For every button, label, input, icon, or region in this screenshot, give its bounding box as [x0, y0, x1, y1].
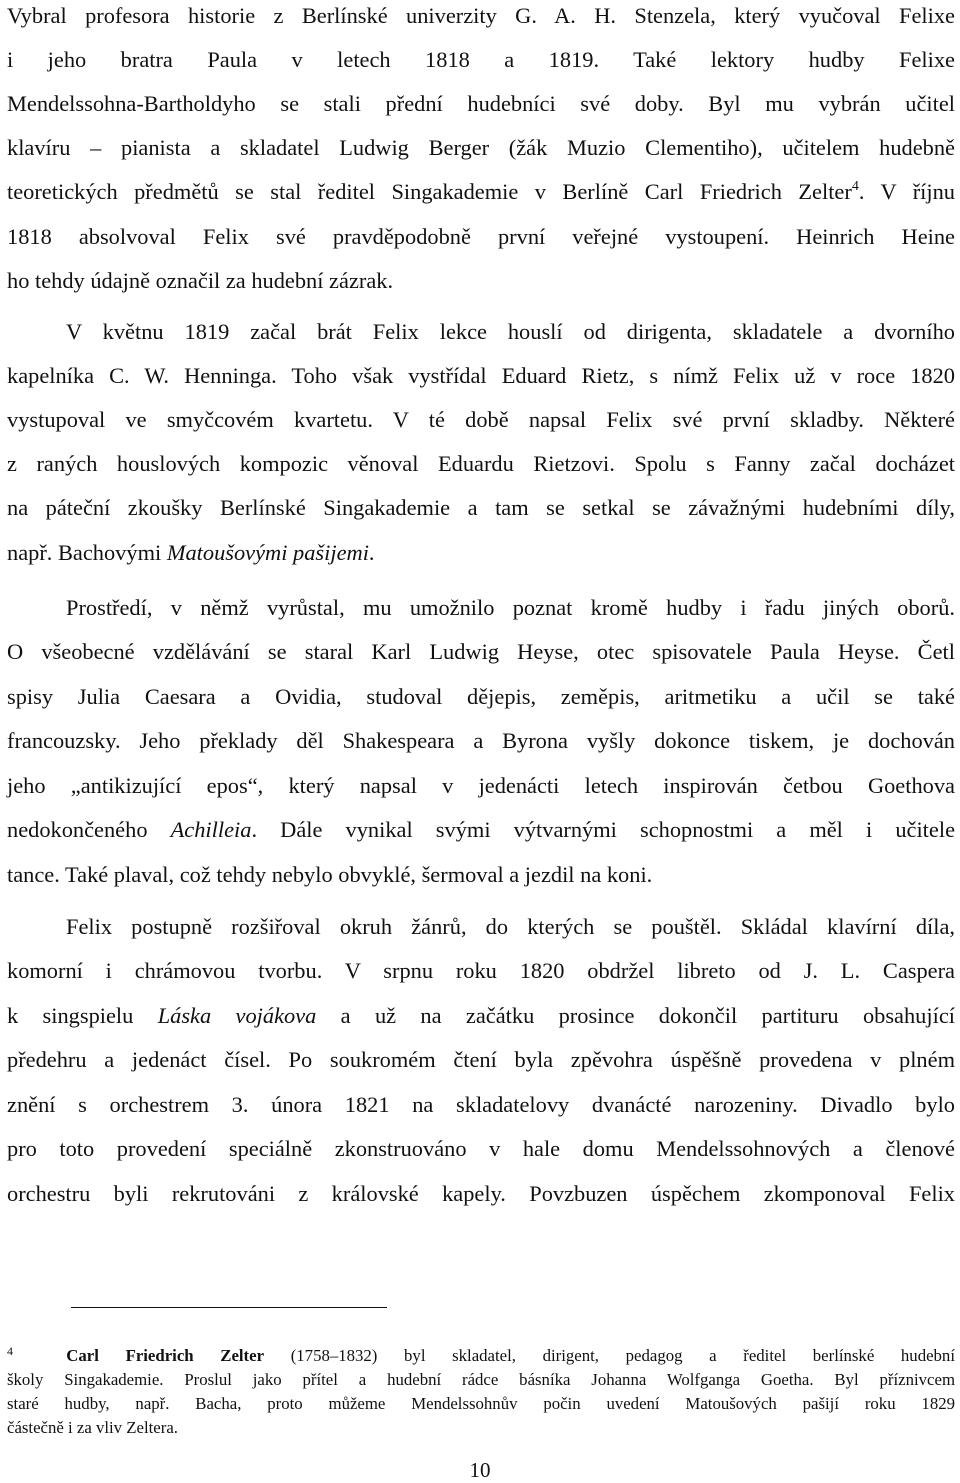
body-line	[7, 1000, 955, 1032]
page-number: 10	[469, 1458, 491, 1482]
text-run: . V říjnu	[858, 179, 955, 204]
body-line: francouzsky. Jeho překlady děl Shakespeara a Byrona vyšly dokonce tiskem, je dochován	[7, 728, 955, 753]
body-line: Prostředí, v němž vyrůstal, mu umožnilo poznat kromě hudby i řadu jiných oborů.	[66, 595, 955, 620]
body-line: O všeobecné vzdělávání se staral Karl Ludwig Heyse, otec spisovatele Paula Heyse. Četl	[7, 639, 955, 664]
body-line: komorní i chrámovou tvorbu. V srpnu roku 1820 obdržel libreto od J. L. Caspera	[7, 958, 955, 983]
footnote-line: staré hudby, např. Bacha, proto můžeme Mendelssohnův počin uvedení Matoušových pašijí roku 1829	[7, 1394, 955, 1413]
body-line: jeho „antikizující epos“, který napsal v jedenácti letech inspirován četbou Goethova	[7, 773, 955, 798]
italic-title: Achilleia	[170, 817, 252, 842]
body-line	[7, 537, 955, 569]
italic-title: Matoušovými pašijemi	[166, 540, 369, 565]
body-line: tance. Také plaval, což tehdy nebylo obvyklé, šermoval a jezdil na koni.	[7, 862, 653, 887]
body-line: vystupoval ve smyčcovém kvartetu. V té době napsal Felix své první skladby. Některé	[7, 407, 955, 432]
footnote-separator	[71, 1307, 387, 1308]
body-line: z raných houslových kompozic věnoval Eduardu Rietzovi. Spolu s Fanny začal docházet	[7, 451, 955, 476]
italic-title: Láska vojákova	[157, 1003, 317, 1028]
footnote-reference: 4	[851, 179, 859, 194]
text-run: nedokončeného	[7, 817, 171, 842]
body-line: předehru a jedenáct čísel. Po soukromém čtení byla zpěvohra úspěšně provedena v plném	[7, 1047, 955, 1072]
body-line: kapelníka C. W. Henninga. Toho však vystřídal Eduard Rietz, s nímž Felix už v roce 1820	[7, 363, 955, 388]
body-line: znění s orchestrem 3. února 1821 na skladatelovy dvanácté narozeniny. Divadlo bylo	[7, 1092, 955, 1117]
body-line: spisy Julia Caesara a Ovidia, studoval dějepis, zeměpis, aritmetiku a učil se také	[7, 684, 955, 709]
body-line: pro toto provedení speciálně zkonstruováno v hale domu Mendelssohnových a členové	[7, 1136, 955, 1161]
body-line: Felix postupně rozšiřoval okruh žánrů, do kterých se pouštěl. Skládal klavírní díla,	[66, 914, 955, 939]
text-run: např. Bachovými	[7, 540, 167, 565]
text-run: k singspielu	[7, 1003, 158, 1028]
text-run: .	[368, 540, 375, 565]
text-run: . Dále vynikal svými výtvarnými schopnostmi a měl i učitele	[251, 817, 956, 842]
body-line: Vybral profesora historie z Berlínské univerzity G. A. H. Stenzela, který vyučoval Felixe	[7, 3, 955, 28]
footnote-line	[7, 1344, 955, 1368]
footnote-marker: 4	[7, 1344, 13, 1358]
body-line: orchestru byli rekrutováni z královské kapely. Povzbuzen úspěchem zkomponoval Felix	[7, 1181, 955, 1206]
footnote-line: částečně i za vliv Zeltera.	[7, 1418, 178, 1437]
body-line: na páteční zkoušky Berlínské Singakademie a tam se setkal se závažnými hudebními díly,	[7, 495, 955, 520]
body-line: V květnu 1819 začal brát Felix lekce houslí od dirigenta, skladatele a dvorního	[66, 319, 955, 344]
body-line: klavíru – pianista a skladatel Ludwig Berger (žák Muzio Clementiho), učitelem hudebně	[7, 135, 955, 160]
footnote-name: Carl Friedrich Zelter	[66, 1346, 265, 1365]
footnote-line: školy Singakademie. Proslul jako přítel a hudební rádce básníka Johanna Wolfganga Goetha. Byl příznivcem	[7, 1370, 955, 1389]
body-line	[7, 814, 955, 846]
body-line: i jeho bratra Paula v letech 1818 a 1819. Také lektory hudby Felixe	[7, 47, 955, 72]
text-run: (1758–1832) byl skladatel, dirigent, pedagog a ředitel berlínské hudební	[264, 1346, 955, 1365]
body-line: ho tehdy údajně označil za hudební zázrak.	[7, 268, 394, 293]
body-line: Mendelssohna-Bartholdyho se stali přední hudebníci své doby. Byl mu vybrán učitel	[7, 91, 955, 116]
body-line: 1818 absolvoval Felix své pravděpodobně první veřejné vystoupení. Heinrich Heine	[7, 224, 955, 249]
text-run: a už na začátku prosince dokončil partituru obsahující	[316, 1003, 955, 1028]
text-run: teoretických předmětů se stal ředitel Singakademie v Berlíně Carl Friedrich Zelter	[7, 179, 852, 204]
body-line	[7, 176, 955, 208]
